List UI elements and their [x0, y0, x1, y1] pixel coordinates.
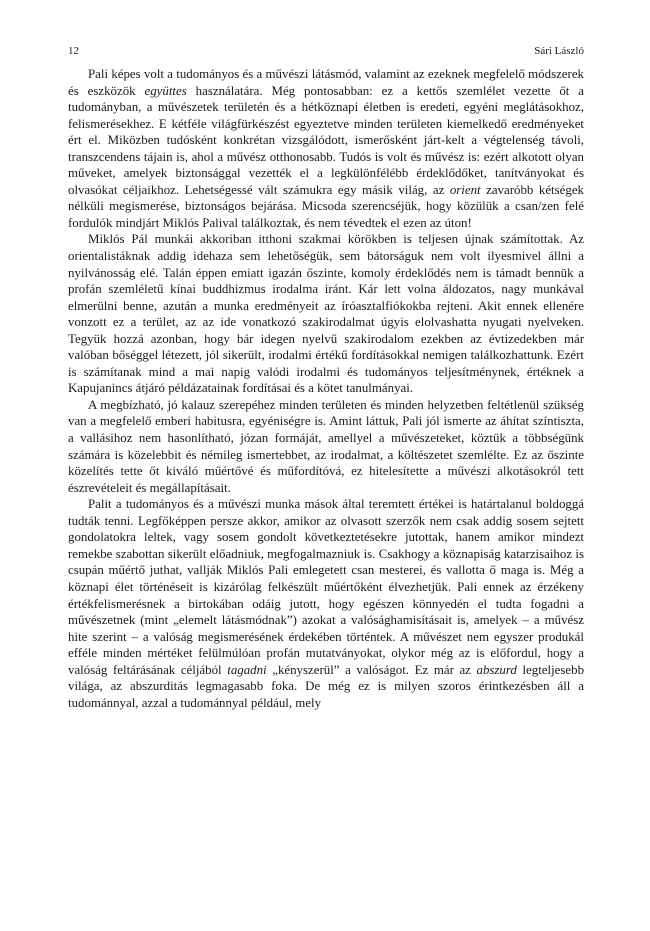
text-run: Pali képes volt a tudományos és a művészi látásmód, valamint az ezeknek megfelelő módszerek és eszközök — [68, 67, 584, 98]
italic-text: orient — [449, 182, 481, 197]
paragraph — [68, 66, 584, 231]
running-head — [68, 44, 584, 58]
italic-text: együttes — [144, 83, 187, 98]
text-run: „kényszerül” a valóságot. Ez már az — [266, 662, 477, 677]
text-run: Miklós Pál munkái akkoriban itthoni szakmai körökben is teljesen újnak számítottak. Az orientalistáknak addig idehaza sem lehetőségük, sem bátorságuk nem volt ilyesmivel állni a nyilvánosság elé. Talán éppen emiatt igazán őszinte, komoly érdeklődés nem is támadt bennük a profán szemléletű kínai buddhizmus irodalma iránt. Kár lett volna áldozatos, nagy munkával elmerülni benne, azután a munka eredményeit az íróasztalfiókokba rejteni. Akit ennek ellenére vonzott ez a terület, az az ide vonatkozó szakirodalmat úgyis elolvashatta nyugati nyelveken. Tegyük hozzá azonban, hogy bár idegen nyelvű szakirodalom ezekben az évtizedekben már valóban bőséggel létezett, jól sikerült, irodalmi értékű fordításokkal nemigen találkozhattunk. Ezért is számítanak mind a mai napig valódi irodalmi és tudományos teljesítménynek, értéknek a Kapujanincs átjáró példázatainak fordításai és a kötet tanulmányai. — [68, 232, 584, 396]
text-run: zavaróbb kétségek nélküli megismerése, biztonságos bejárása. Micsoda szerencséjük, hogy közülük a csan/zen felé fordulók mindjárt Miklós Palival találkoztak, és nem tévedtek el ezen az úton! — [68, 182, 584, 230]
text-run: legteljesebb világa, az abszurditás legmagasabb foka. De még ez is milyen szoros érintkezésben áll a tudománnyal, azzal a tudománnyal például, mely — [68, 662, 585, 710]
paragraph — [68, 397, 584, 496]
text-run: használatára. Még pontosabban: ez a kettős szemlélet vezette őt a tudományban, a művészetek területén és a hétköznapi életben is eredeti, egyéni meglátásokhoz, felismerésekhez. E kétféle világfürkészést egyeztetve minden területen kiemelkedő eredményeket ért el. Miközben tudósként konkrétan vizsgálódott, ismerősként járt-kelt a végtelenség távoli, transzcendens tájain is, ahol a művész otthonosabb. Tudós is volt és művész is: ezért alkotott olyan műveket, amelyek biztonsággal vezették el a legkülönfélébb érdeklődőket, tanítványokat és olvasókat céljaikhoz. Lehetségessé vált számukra egy másik világ, az — [68, 83, 584, 197]
body-text — [68, 66, 584, 711]
paragraph — [68, 496, 584, 711]
running-head-author: Sári László — [534, 45, 584, 57]
page-number: 12 — [68, 45, 79, 57]
paragraph — [68, 231, 584, 396]
italic-text: abszurd — [476, 662, 517, 677]
text-run: Palit a tudományos és a művészi munka mások által teremtett értékei is határtalanul boldoggá tudták tenni. Legfőképpen persze akkor, amikor az olvasott szerzők nem csak addig sosem sejtett gondolatokra leltek, vagy sosem gondolt következtetésekre jutottak, hanem amikor mindezt remekbe szabottan sikerült előadniuk, megfogalmazniuk is. Csakhogy a köznapiság katarzisaihoz is csupán műértő juthat, vallják Miklós Pali emlegetett csan mesterei, és vallotta ő maga is. Még a köznapi élet történéseit is kizárólag felkészült műértőként élvezhetjük. Pali ennek az érzékeny értékfelismerésnek a birtokában odáig jutott, hogy egészen könnyedén el tudta fogadni a művészetnek (mint „elemelt látásmódnak”) azokat a valósághamisításait is, amelyek – a művész hite szerint – a valóság megismerésének érdekében történtek. A művészet nem egyszer produkál efféle minden mértéket felülmúlóan profán mutatványokat, olykor még az is előfordul, hogy a valóság feltárásának céljából — [68, 497, 584, 677]
text-run: A megbízható, jó kalauz szerepéhez minden területen és minden helyzetben feltétlenül szükség van a megfelelő emberi habitusra, egyéniségre is. Amint láttuk, Pali jól ismerte az áhítat színtisztа, a vallásihoz nem hasonlítható, józan formáját, amellyel a művészeteket, köztük a többségünk számára is közelebbit és némileg ismertebbet, az irodalmat, a költészetet szemlélte. Ez az őszinte közelítés tette őt kiváló műértővé és műfordítóvá, ez hitelesítette a művészi alkotásokról tett észrevételeit és megállapításait. — [68, 397, 584, 495]
italic-text: tagadni — [227, 662, 267, 677]
